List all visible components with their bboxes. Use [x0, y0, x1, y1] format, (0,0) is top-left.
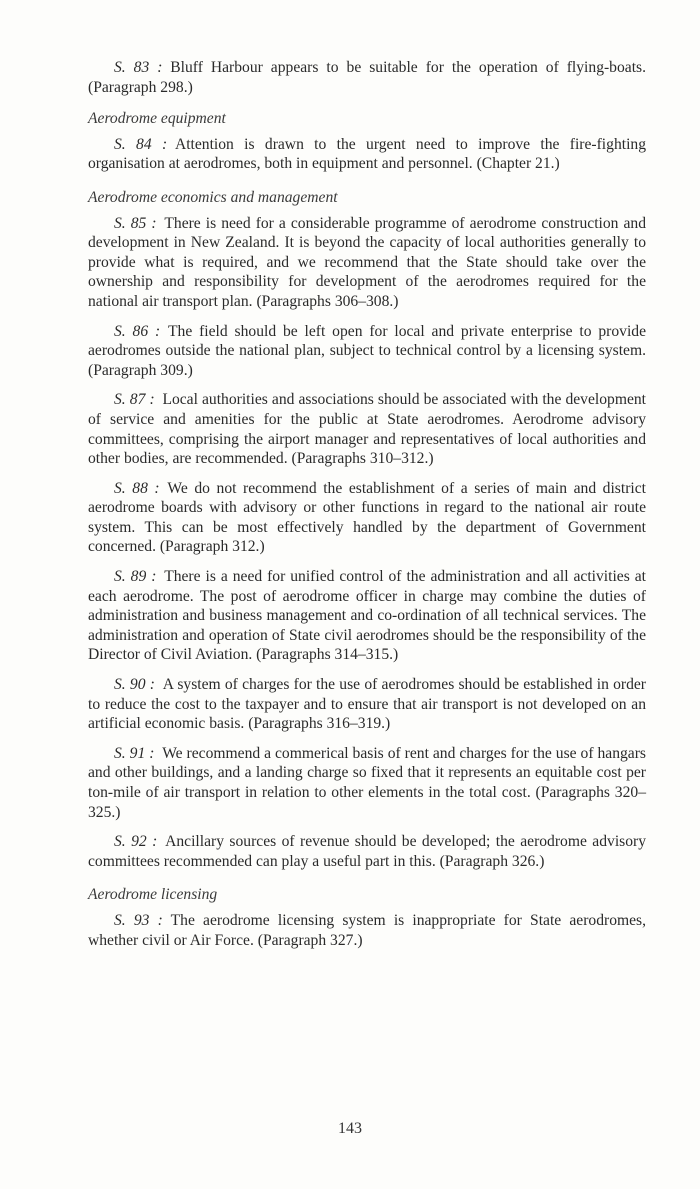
recommendation-number: S. 85 : — [114, 214, 157, 232]
recommendation-text: Ancillary sources of revenue should be developed; the aerodrome advisory committees recommended can play a useful part in this. (Paragraph 326.) — [88, 833, 647, 870]
recommendation-number: S. 90 : — [114, 676, 155, 694]
recommendation-paragraph — [88, 479, 646, 557]
recommendation-number: S. 87 : — [114, 391, 155, 409]
recommendation-paragraph — [88, 675, 646, 734]
recommendation-text: Bluff Harbour appears to be suitable for the operation of flying-boats. (Paragraph 298.) — [88, 59, 646, 96]
recommendation-number: S. 93 : — [114, 911, 163, 929]
recommendation-number: S. 89 : — [114, 568, 157, 586]
section-heading: Aerodrome licensing — [88, 886, 218, 904]
recommendation-text: Attention is drawn to the urgent need to improve the fire-fighting organisation at aerodromes, both in equipment and personnel. (Chapter 21.) — [88, 135, 646, 173]
recommendation-number: S. 84 : — [114, 135, 168, 153]
recommendation-paragraph — [88, 744, 646, 822]
recommendation-text: We do not recommend the establishment of a series of main and district aerodrome boards with advisory or other functions in regard to the national air route system. This can be most effectively handled by the department of Government concerned. (Paragraph 312.) — [88, 479, 646, 556]
recommendation-paragraph — [88, 135, 646, 174]
recommendation-text: There is need for a considerable programme of aerodrome construction and development in New Zealand. It is beyond the capacity of local authorities generally to provide what is required, and we recommend that the State should take over the ownership and responsibility for development of the aerodromes required for the national air transport plan. (Paragraphs 306–308.) — [88, 214, 647, 310]
recommendation-text: We recommend a commerical basis of rent and charges for the use of hangars and other buildings, and a landing charge so fixed that it represents an equitable cost per ton-mile of air transport in relation to other elements in the total cost. (Paragraphs 320–325.) — [88, 744, 646, 821]
section-heading: Aerodrome equipment — [88, 110, 226, 128]
recommendation-number: S. 91 : — [114, 744, 155, 762]
recommendation-text: The aerodrome licensing system is inappropriate for State aerodromes, whether civil or Air Force. (Paragraph 327.) — [88, 911, 647, 949]
page-number: 143 — [338, 1120, 362, 1137]
recommendation-paragraph — [88, 322, 646, 381]
recommendation-paragraph — [88, 390, 646, 468]
section-heading: Aerodrome economics and management — [88, 188, 338, 206]
recommendation-number: S. 92 : — [114, 833, 158, 851]
recommendation-paragraph — [88, 58, 646, 97]
recommendation-paragraph — [88, 214, 646, 312]
recommendation-paragraph — [88, 567, 646, 665]
recommendation-number: S. 83 : — [114, 59, 163, 76]
recommendation-number: S. 86 : — [114, 322, 161, 340]
recommendation-text: There is a need for unified control of the administration and all activities at each aerodrome. The post of aerodrome officer in charge may combine the duties of administration and business management and co-ordination of all technical services. The administration and operation of State civil aerodromes should be the responsibility of the Director of Civil Aviation. (Paragraphs 314–315.) — [88, 568, 646, 664]
recommendation-paragraph — [88, 911, 646, 950]
recommendation-text: Local authorities and associations should be associated with the development of service and amenities for the public at State aerodromes. Aerodrome advisory committees, comprising the airport manager and representatives of local authorities and other bodies, are recommended. (Paragraphs 310–312.) — [88, 391, 647, 468]
document-body — [88, 58, 646, 950]
recommendation-number: S. 88 : — [114, 479, 160, 497]
recommendation-text: The field should be left open for local and private enterprise to provide aerodromes outside the national plan, subject to technical control by a licensing system. (Paragraph 309.) — [88, 322, 646, 379]
recommendation-text: A system of charges for the use of aerodromes should be established in order to reduce the cost to the taxpayer and to ensure that air transport is not developed on an artificial economic basis. (Paragraphs 316–319.) — [88, 676, 646, 733]
recommendation-paragraph — [88, 832, 646, 871]
